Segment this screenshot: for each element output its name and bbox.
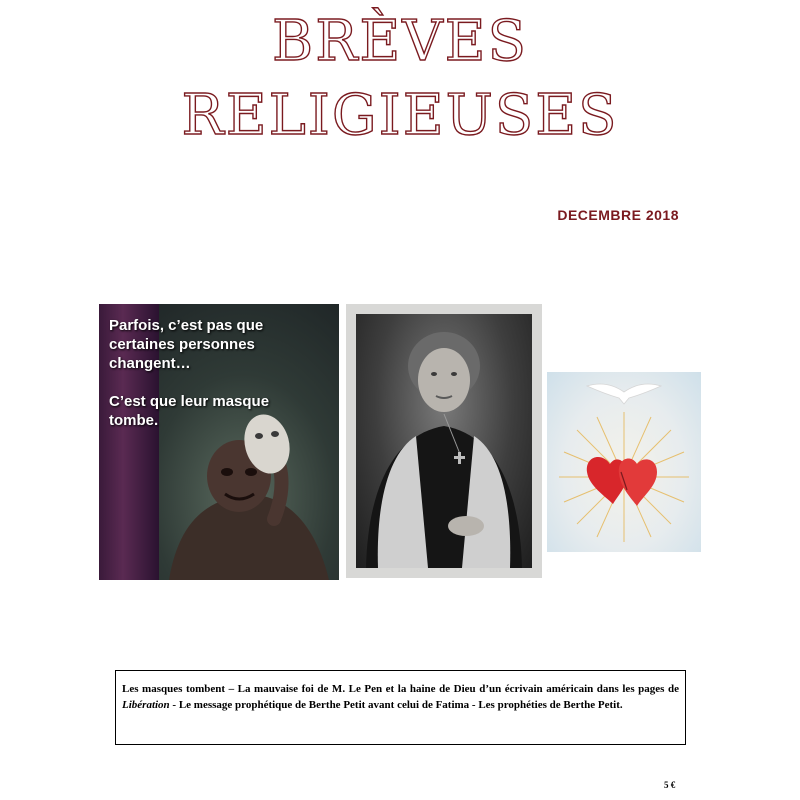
quote-line: tombe. [109, 412, 159, 429]
summary-text-end: - Le message prophétique de Berthe Petit avant celui de Fatima - Les prophéties de Berthe Petit. [169, 699, 623, 711]
quote-line: Parfois, c’est pas que [109, 317, 264, 334]
issue-summary-box [115, 670, 686, 745]
price-label: 5 € [664, 780, 676, 790]
portrait-image [346, 304, 542, 578]
portrait-photo [356, 314, 532, 568]
magazine-title-line-2: RELIGIEUSES [181, 83, 619, 148]
summary-text: Les masques tombent – La mauvaise foi de M. Le Pen et la haine de Dieu d’un écrivain américain dans les pages de [122, 683, 679, 695]
quote-line: C’est que leur masque [109, 393, 270, 410]
issue-date: DECEMBRE 2018 [557, 207, 679, 223]
mask-quote-image [99, 304, 339, 580]
summary-italic-title: Libération [122, 699, 170, 711]
magazine-title-line-1: BRÈVES [272, 9, 528, 74]
hearts-graphic [547, 372, 701, 552]
portrait-figure-graphic [356, 314, 532, 568]
mask-quote-text [109, 316, 334, 430]
quote-line: certaines personnes [109, 336, 255, 353]
sacred-hearts-image [547, 372, 701, 552]
quote-line: changent… [109, 355, 191, 372]
